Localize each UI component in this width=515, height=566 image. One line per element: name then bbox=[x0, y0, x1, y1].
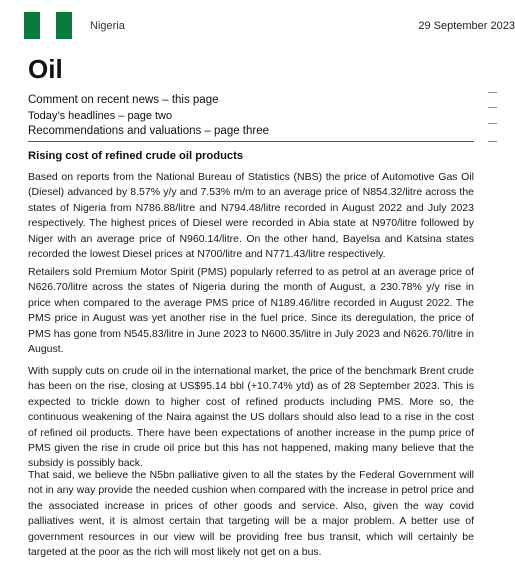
toc-comment: Comment on recent news – this page bbox=[28, 94, 219, 106]
contents-list bbox=[28, 93, 269, 140]
article-paragraph: Retailers sold Premium Motor Spirit (PMS) popularly referred to as petrol at an average price of N626.70/litre across the states of Nigeria during the month of August, a 230.78% y/y rise in price when compared to the average PMS price of N189.46/litre recorded in August 2022. The PMS price in August was yet another rise in the fuel price. Since its deregulation, the price of PMS has gone from N545.83/litre in June 2023 to N600.35/litre in July 2023 and N626.70/litre in August. bbox=[28, 266, 474, 356]
toc-recommendations: Recommendations and valuations – page three bbox=[28, 125, 270, 137]
page-title: Oil bbox=[28, 54, 63, 84]
article-heading: Rising cost of refined crude oil products bbox=[28, 150, 244, 162]
flag-stripe-middle bbox=[40, 12, 56, 39]
report-date: 29 September 2023 bbox=[418, 20, 515, 32]
article-paragraph: That said, we believe the N5bn palliative given to all the states by the Federal Government will not in any way provide the needed cushion when compared with the increase in petrol price and the associated increase in prices of other goods and service. Also, given the way covid palliatives went, it is almost certain that targeting will be a major problem. A better use of government resources in our view will be providing free bus transit, which will certainly be targeted at the poor as the rich will most likely not get on a bus. bbox=[28, 469, 474, 559]
country-label: Nigeria bbox=[90, 20, 125, 32]
flag-stripe-right bbox=[56, 12, 72, 39]
margin-rule bbox=[488, 92, 497, 93]
margin-rule bbox=[488, 141, 497, 142]
flag-stripe-left bbox=[24, 12, 40, 39]
section-divider bbox=[28, 141, 474, 142]
margin-rule bbox=[488, 123, 497, 124]
nigeria-flag bbox=[24, 12, 72, 39]
margin-rule bbox=[488, 107, 497, 108]
toc-headlines: Today’s headlines – page two bbox=[28, 109, 173, 122]
article-paragraph: With supply cuts on crude oil in the international market, the price of the benchmark Brent crude has been on the rise, closing at US$95.14 bbl (+10.74% ytd) as of 28 September 2023. This is expected to trickle down to higher cost of refined products including PMS. More so, the continuous weakening of the Naira against the US dollars should also lead to a rise in the cost of refined oil products. There have been expectations of another increase in the pump price of PMS given the rise in crude oil price but this has not happened, making many believe that the subsidy is possibly back. bbox=[28, 365, 474, 470]
article-paragraph: Based on reports from the National Bureau of Statistics (NBS) the price of Automotive Gas Oil (Diesel) advanced by 8.57% y/y and 7.53% m/m to an average price of N854.32/litre across the states of Nigeria from N786.88/litre and N794.48/litre recorded in August 2022 and July 2023 respectively. The highest prices of Diesel were recorded in Abia state at N970/litre followed by Niger with an average price of N960.14/litre. On the other hand, Bayelsa and Katsina states recorded the lowest Diesel prices at N700/litre and N771.43/litre respectively. bbox=[28, 171, 474, 261]
